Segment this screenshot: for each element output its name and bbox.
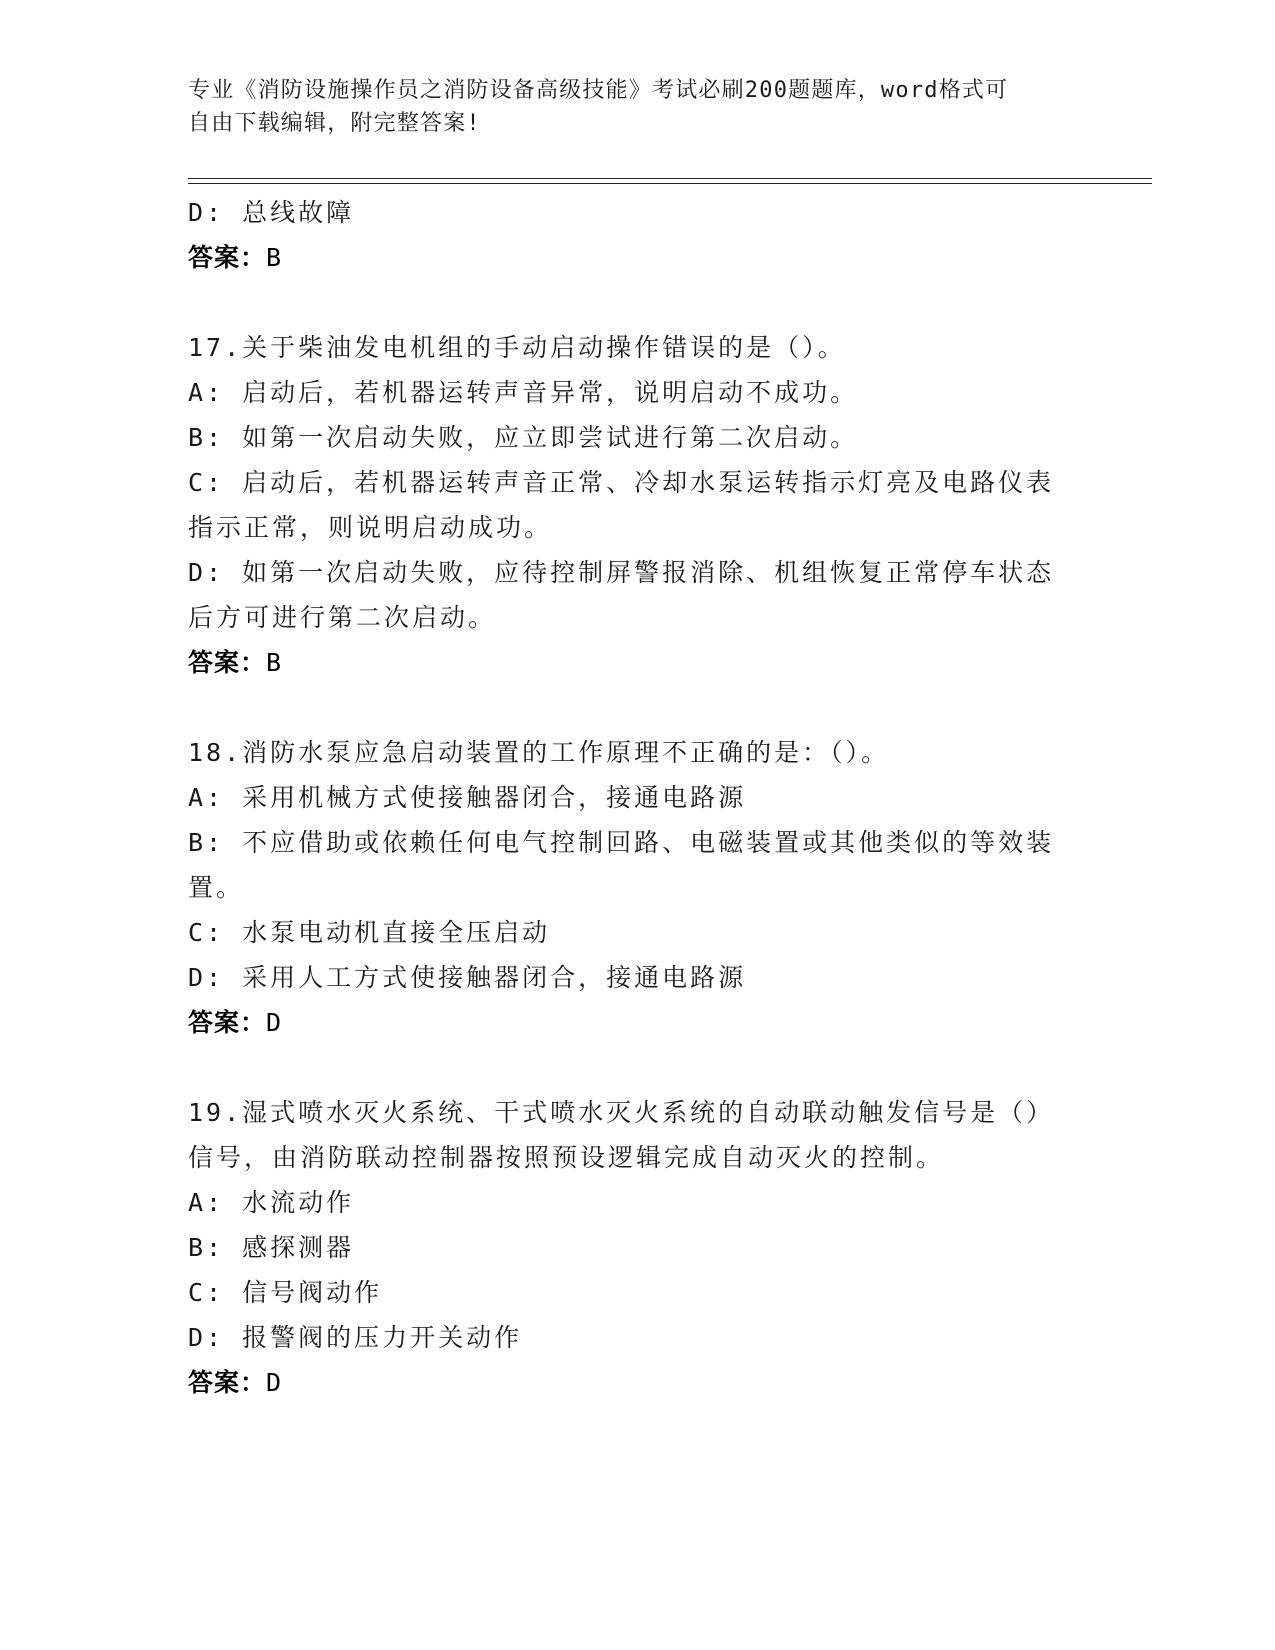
header-line-2: 自由下载编辑，附完整答案! — [188, 111, 481, 136]
answer-label: 答案： — [188, 243, 267, 272]
question-19-option-a: A: 水流动作 — [188, 1188, 355, 1217]
question-17-option-d: D: 如第一次启动失败，应待控制屏警报消除、机组恢复正常停车状态后方可进行第二次启动。 — [188, 558, 1055, 632]
answer-value: D — [266, 1368, 283, 1397]
question-17-option-b: B: 如第一次启动失败，应立即尝试进行第二次启动。 — [188, 423, 859, 452]
question-18-answer — [188, 1000, 1068, 1045]
answer-label: 答案： — [188, 1008, 267, 1037]
answer-label: 答案： — [188, 648, 267, 677]
question-18-option-b: B: 不应借助或依赖任何电气控制回路、电磁装置或其他类似的等效装置。 — [188, 828, 1055, 902]
answer-value: B — [266, 243, 283, 272]
header-double-rule — [188, 178, 1152, 184]
question-stem-17: 17.关于柴油发电机组的手动启动操作错误的是（）。 — [188, 333, 846, 362]
question-content — [188, 190, 1068, 1405]
question-18-option-c: C: 水泵电动机直接全压启动 — [188, 918, 551, 947]
question-18-option-d: D: 采用人工方式使接触器闭合，接通电路源 — [188, 963, 747, 992]
question-17-answer — [188, 640, 1068, 685]
question-17-option-c: C: 启动后，若机器运转声音正常、冷却水泵运转指示灯亮及电路仪表指示正常，则说明启动成功。 — [188, 468, 1055, 542]
question-18-option-a: A: 采用机械方式使接触器闭合，接通电路源 — [188, 783, 747, 812]
question-17-option-a: A: 启动后，若机器运转声音异常，说明启动不成功。 — [188, 378, 859, 407]
carryover-answer — [188, 235, 1068, 280]
question-19-answer — [188, 1360, 1068, 1405]
answer-value: D — [266, 1008, 283, 1037]
question-stem-18: 18.消防水泵应急启动装置的工作原理不正确的是：（）。 — [188, 738, 890, 767]
answer-label: 答案： — [188, 1368, 267, 1397]
question-19-option-c: C: 信号阀动作 — [188, 1278, 383, 1307]
question-19-option-d: D: 报警阀的压力开关动作 — [188, 1323, 523, 1352]
document-header — [188, 74, 1088, 140]
carryover-option-d: D: 总线故障 — [188, 198, 355, 227]
header-line-1: 专业《消防设施操作员之消防设备高级技能》考试必刷200题题库，word格式可 — [188, 78, 1009, 103]
question-stem-19: 19.湿式喷水灭火系统、干式喷水灭火系统的自动联动触发信号是（）信号，由消防联动控制器按照预设逻辑完成自动灭火的控制。 — [188, 1098, 1055, 1172]
answer-value: B — [266, 648, 283, 677]
question-19-option-b: B: 感探测器 — [188, 1233, 355, 1262]
